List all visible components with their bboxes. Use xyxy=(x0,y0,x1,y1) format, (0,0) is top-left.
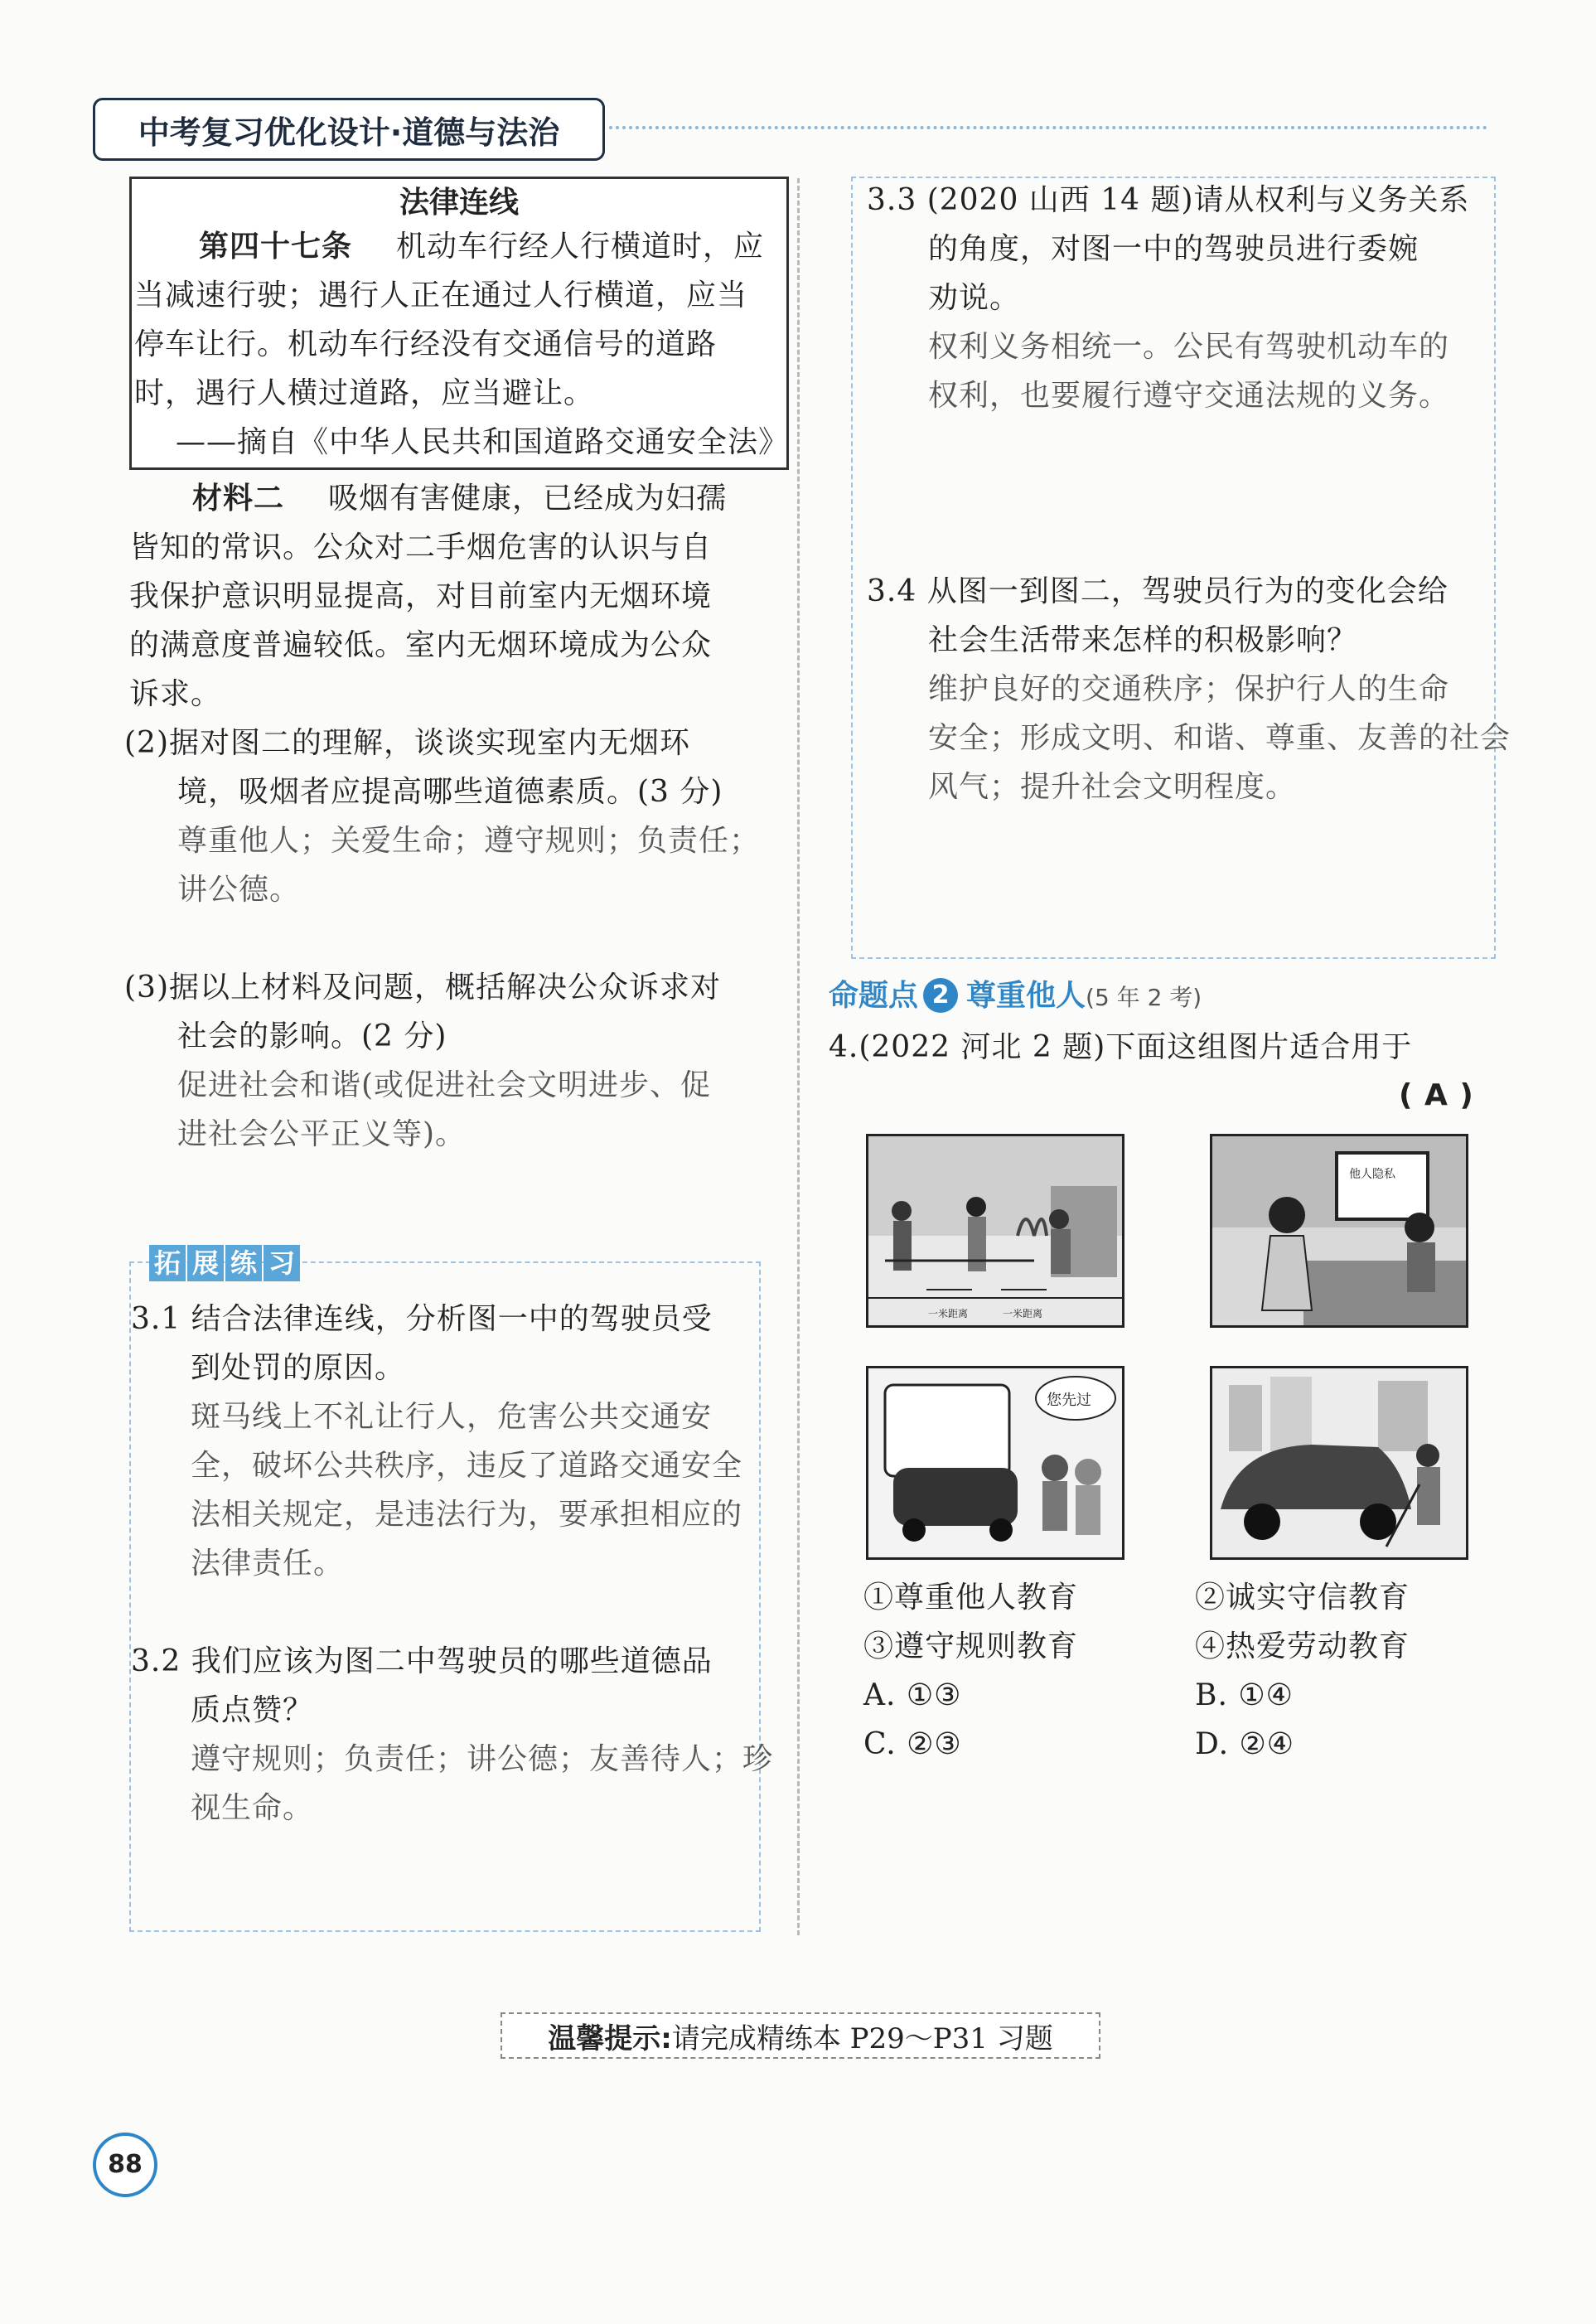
warm-tip xyxy=(501,2012,1100,2059)
page-number: 88 xyxy=(93,2133,157,2197)
book-title-text: 中考复习优化设计·道德与法治 xyxy=(138,114,560,151)
picture-sweeper xyxy=(1210,1366,1468,1560)
question-line: 3.3 (2020 山西 14 题)请从权利与义务关系 xyxy=(867,183,1470,217)
tag-char: 拓 xyxy=(149,1245,186,1281)
answer-line: 维护良好的交通秩序；保护行人的生命 xyxy=(928,672,1450,706)
line-label: 一米距离 xyxy=(1003,1308,1043,1319)
material-line: 的满意度普遍较低。室内无烟环境成为公众 xyxy=(129,628,713,662)
topic-number-badge: 2 xyxy=(923,978,958,1013)
column-divider xyxy=(797,178,800,1935)
answer-line: 权利义务相统一。公民有驾驶机动车的 xyxy=(928,330,1450,364)
answer-line: 风气；提升社会文明程度。 xyxy=(928,770,1297,804)
tag-char: 展 xyxy=(187,1245,224,1281)
question-line: 质点赞？ xyxy=(191,1693,314,1727)
question-line: 到处罚的原因。 xyxy=(191,1351,406,1385)
option-b: B. ①④ xyxy=(1195,1678,1294,1712)
option-d: D. ②④ xyxy=(1195,1727,1295,1761)
picture-yield-car xyxy=(866,1366,1124,1560)
book-title xyxy=(93,98,605,161)
topic-name: 尊重他人 xyxy=(966,979,1086,1013)
sweeper-illustration xyxy=(1212,1368,1466,1557)
yield-illustration xyxy=(868,1368,1122,1557)
law-line: 停车让行。机动车行经没有交通信号的道路 xyxy=(134,327,718,361)
line-label: 一米距离 xyxy=(928,1308,969,1319)
question-stem: 4.(2022 河北 2 题)下面这组图片适合用于 xyxy=(829,1030,1413,1064)
answer-line: 权利，也要履行遵守交通法规的义务。 xyxy=(928,379,1450,413)
answer-line: 促进社会和谐(或促进社会文明进步、促 xyxy=(177,1068,712,1102)
answer-line: 斑马线上不礼让行人，危害公共交通安 xyxy=(191,1400,713,1434)
answer-choice: ( A ) xyxy=(1399,1078,1474,1112)
tag-char: 习 xyxy=(264,1245,300,1281)
tip-label: 温馨提示: xyxy=(548,2021,672,2055)
privacy-illustration xyxy=(1212,1136,1466,1325)
law-source: ——摘自《中华人民共和国道路交通安全法》 xyxy=(176,425,790,459)
header-dotted-rule xyxy=(609,126,1487,129)
statement: ②诚实守信教育 xyxy=(1195,1581,1410,1615)
question-line: (3)据以上材料及问题，概括解决公众诉求对 xyxy=(124,971,721,1005)
answer-line: 安全；形成文明、和谐、尊重、友善的社会 xyxy=(928,721,1511,755)
topic-heading xyxy=(829,976,1202,1017)
material-line: 皆知的常识。公众对二手烟危害的认识与自 xyxy=(129,530,713,564)
speech-bubble-text: 您先过 xyxy=(1047,1392,1091,1409)
option-c: C. ②③ xyxy=(863,1727,962,1761)
law-line: 机动车行经人行横道时，应 xyxy=(396,230,765,264)
question-line: (2)据对图二的理解，谈谈实现室内无烟环 xyxy=(124,726,690,760)
tag-char: 练 xyxy=(225,1245,262,1281)
topic-label: 命题点 xyxy=(829,979,919,1013)
question-line: 社会的影响。(2 分) xyxy=(177,1019,447,1053)
material-line: 我保护意识明显提高，对目前室内无烟环境 xyxy=(129,579,713,613)
law-line: 当减速行驶；遇行人正在通过人行横道，应当 xyxy=(134,278,748,312)
answer-line: 讲公德。 xyxy=(177,873,301,907)
answer-line: 尊重他人；关爱生命；遵守规则；负责任； xyxy=(177,824,761,858)
statement: ③遵守规则教育 xyxy=(863,1629,1079,1663)
law-link-title: 法律连线 xyxy=(399,186,519,220)
picture-privacy xyxy=(1210,1134,1468,1328)
option-a: A. ①③ xyxy=(863,1678,962,1712)
question-line: 的角度，对图一中的驾驶员进行委婉 xyxy=(928,232,1419,266)
tip-text: 请完成精练本 P29～P31 习题 xyxy=(671,2021,1053,2055)
topic-frequency: (5 年 2 考) xyxy=(1086,984,1202,1011)
answer-line: 视生命。 xyxy=(191,1791,314,1825)
answer-line: 遵守规则；负责任；讲公德；友善待人；珍 xyxy=(191,1742,774,1776)
answer-line: 法相关规定，是违法行为，要承担相应的 xyxy=(191,1498,743,1532)
screen-label: 他人隐私 xyxy=(1349,1168,1395,1181)
question-line: 社会生活带来怎样的积极影响？ xyxy=(928,623,1358,657)
answer-line: 进社会公平正义等)。 xyxy=(177,1117,467,1151)
answer-line: 全，破坏公共秩序，违反了道路交通安全 xyxy=(191,1449,743,1483)
answer-line: 法律责任。 xyxy=(191,1547,345,1581)
question-line: 劝说。 xyxy=(928,281,1021,315)
law-article-label: 第四十七条 xyxy=(199,230,353,264)
extension-tag xyxy=(149,1245,300,1281)
question-line: 3.4 从图一到图二，驾驶员行为的变化会给 xyxy=(867,574,1448,608)
material-label: 材料二 xyxy=(192,482,285,516)
picture-queue-line xyxy=(866,1134,1124,1328)
statement: ①尊重他人教育 xyxy=(863,1581,1079,1615)
question-line: 3.2 我们应该为图二中驾驶员的哪些道德品 xyxy=(131,1644,713,1678)
question-line: 3.1 结合法律连线，分析图一中的驾驶员受 xyxy=(131,1302,713,1336)
material-line: 诉求。 xyxy=(129,677,222,711)
question-line: 境，吸烟者应提高哪些道德素质。(3 分) xyxy=(177,775,723,809)
statement: ④热爱劳动教育 xyxy=(1195,1629,1410,1663)
queue-illustration xyxy=(868,1136,1122,1325)
material-line: 吸烟有害健康，已经成为妇孺 xyxy=(328,482,728,516)
law-line: 时，遇行人横过道路，应当避让。 xyxy=(134,376,595,410)
